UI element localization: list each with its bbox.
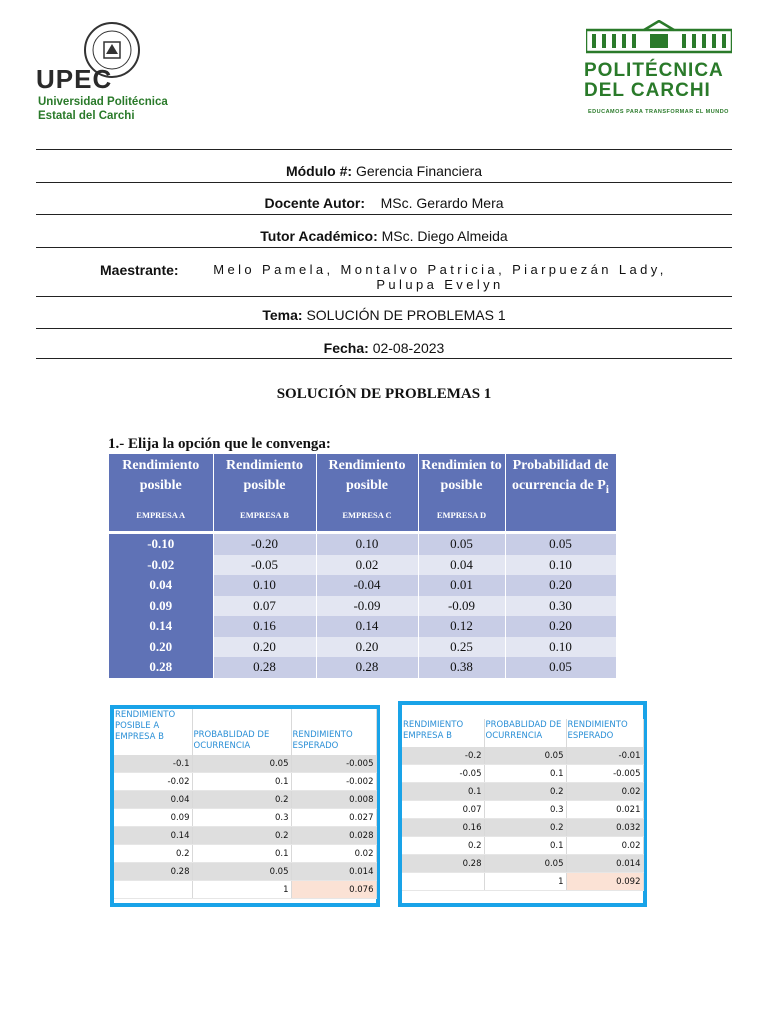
excel-cell: 0.2 — [484, 819, 566, 837]
table-cell: 0.07 — [213, 596, 316, 617]
tutor-value: MSc. Diego Almeida — [381, 228, 508, 244]
modulo-label: Módulo #: — [285, 163, 353, 179]
tema-row — [36, 307, 732, 323]
header-sub: EMPRESA B — [240, 510, 289, 520]
excel-row — [114, 773, 376, 791]
excel-row — [402, 873, 643, 891]
table-cell: 0.20 — [213, 637, 316, 658]
divider — [36, 328, 732, 329]
maestrante-label: Maestrante: — [100, 262, 179, 278]
header-probabilidad: Probabilidad de ocurrencia de $P_i$ — [505, 454, 616, 531]
table-cell: 0.04 — [109, 575, 213, 596]
tutor-row — [36, 228, 732, 244]
table-cell: -0.09 — [418, 596, 505, 617]
excel-cell: 0.05 — [192, 755, 291, 773]
table-cell: 0.05 — [505, 534, 616, 555]
table-cell: 0.10 — [316, 534, 418, 555]
table-cell: 0.01 — [418, 575, 505, 596]
document-title: SOLUCIÓN DE PROBLEMAS 1 — [276, 386, 492, 402]
excel-cell: 0.008 — [291, 791, 376, 809]
table-cell: 0.09 — [109, 596, 213, 617]
table-cell: 0.10 — [505, 555, 616, 576]
excel-row — [402, 855, 643, 873]
excel-header-cell: RENDIMIENTO POSIBLE A EMPRESA B — [114, 709, 192, 755]
table-cell: 0.14 — [109, 616, 213, 637]
excel-cell: 0.2 — [114, 845, 192, 863]
fecha-value: 02-08-2023 — [372, 340, 445, 356]
table-cell: -0.09 — [316, 596, 418, 617]
table-row — [109, 555, 616, 576]
excel-row — [402, 837, 643, 855]
excel-cell: 1 — [192, 881, 291, 899]
excel-cell: 0.014 — [566, 855, 643, 873]
building-icon — [586, 20, 732, 54]
excel-row — [114, 845, 376, 863]
fecha-label: Fecha: — [323, 340, 369, 356]
excel-cell: -0.01 — [566, 747, 643, 765]
tema-value: SOLUCIÓN DE PROBLEMAS 1 — [306, 307, 506, 323]
table-cell: 0.20 — [505, 616, 616, 637]
excel-cell: -0.002 — [291, 773, 376, 791]
excel-cell: 0.2 — [192, 791, 291, 809]
excel-row — [114, 791, 376, 809]
header-sub: EMPRESA D — [436, 510, 487, 520]
excel-row — [114, 863, 376, 881]
table-cell: 0.10 — [213, 575, 316, 596]
excel-cell: -0.005 — [566, 765, 643, 783]
politecnica-title-line2: DEL CARCHI — [584, 80, 711, 101]
excel-cell: 0.28 — [402, 855, 484, 873]
table-row — [109, 637, 616, 658]
table-cell: 0.20 — [505, 575, 616, 596]
politecnica-tagline: EDUCAMOS PARA TRANSFORMAR EL MUNDO — [588, 109, 729, 115]
excel-cell: 0.3 — [192, 809, 291, 827]
table-cell: 0.14 — [316, 616, 418, 637]
excel-cell: -0.2 — [402, 747, 484, 765]
excel-row — [114, 755, 376, 773]
excel-cell: 0.05 — [484, 747, 566, 765]
excel-cell: 0.07 — [402, 801, 484, 819]
excel-cell: 0.02 — [566, 837, 643, 855]
table-cell: 0.04 — [418, 555, 505, 576]
modulo-row — [36, 163, 732, 179]
table-cell: -0.02 — [109, 555, 213, 576]
excel-table-left — [110, 705, 380, 907]
excel-header-cell: RENDIMIENTO EMPRESA B — [402, 719, 484, 747]
upec-name-line2: Estatal del Carchi — [38, 110, 135, 122]
excel-header-row — [402, 719, 643, 747]
excel-row — [402, 783, 643, 801]
tutor-label: Tutor Académico: — [260, 228, 378, 244]
excel-header-cell: RENDIMIENTO ESPERADO — [566, 719, 643, 747]
excel-row — [402, 819, 643, 837]
excel-cell: 0.027 — [291, 809, 376, 827]
politecnica-title-line1: POLITÉCNICA — [584, 60, 724, 81]
tema-label: Tema: — [262, 307, 303, 323]
excel-header-cell: RENDIMIENTO ESPERADO — [291, 709, 376, 755]
excel-cell: 0.1 — [402, 783, 484, 801]
divider — [36, 358, 732, 359]
excel-row — [114, 827, 376, 845]
header-empresa-b: Rendimiento posible EMPRESA B — [213, 454, 316, 531]
excel-row — [114, 881, 376, 899]
expected-return-table-b — [402, 719, 644, 891]
table-cell: -0.20 — [213, 534, 316, 555]
table-cell: 0.05 — [505, 657, 616, 678]
excel-cell: 0.014 — [291, 863, 376, 881]
maestrante-value: Melo Pamela, Montalvo Patricia, Piarpuezán Lady, Pulupa Evelyn — [213, 262, 667, 292]
excel-row — [402, 801, 643, 819]
header-sub: EMPRESA C — [342, 510, 392, 520]
table-row — [109, 616, 616, 637]
excel-cell: 0.16 — [402, 819, 484, 837]
docente-label: Docente Autor: — [264, 195, 366, 211]
upec-name-line1: Universidad Politécnica — [38, 96, 168, 108]
table-row — [109, 534, 616, 555]
upec-logo — [36, 20, 176, 130]
excel-cell: -0.1 — [114, 755, 192, 773]
table-cell: 0.16 — [213, 616, 316, 637]
divider — [36, 247, 732, 248]
excel-cell: 1 — [484, 873, 566, 891]
table-cell: 0.25 — [418, 637, 505, 658]
docente-row — [36, 195, 732, 211]
excel-cell: 0.092 — [566, 873, 643, 891]
fecha-row — [36, 340, 732, 356]
excel-cell — [402, 873, 484, 891]
table-cell: 0.12 — [418, 616, 505, 637]
excel-cell: 0.02 — [291, 845, 376, 863]
excel-cell: 0.2 — [402, 837, 484, 855]
header-sub: EMPRESA A — [136, 510, 186, 520]
table-cell: 0.10 — [505, 637, 616, 658]
excel-cell: 0.032 — [566, 819, 643, 837]
table-cell: 0.38 — [418, 657, 505, 678]
excel-cell: 0.1 — [192, 845, 291, 863]
excel-cell — [114, 881, 192, 899]
excel-cell: 0.28 — [114, 863, 192, 881]
excel-row — [402, 747, 643, 765]
table-row — [109, 596, 616, 617]
header-empresa-a: Rendimiento posible EMPRESA A — [109, 454, 213, 531]
excel-cell: 0.09 — [114, 809, 192, 827]
divider — [36, 149, 732, 150]
docente-value: MSc. Gerardo Mera — [380, 195, 504, 211]
excel-cell: 0.1 — [484, 837, 566, 855]
divider — [36, 214, 732, 215]
table-row — [109, 657, 616, 678]
excel-header-cell: PROBABLIDAD DE OCURRENCIA — [192, 709, 291, 755]
excel-cell: 0.1 — [484, 765, 566, 783]
excel-cell: 0.028 — [291, 827, 376, 845]
table-cell: 0.28 — [109, 657, 213, 678]
excel-table-right — [398, 701, 647, 907]
table-cell: 0.20 — [316, 637, 418, 658]
divider — [36, 182, 732, 183]
header-empresa-c: Rendimiento posible EMPRESA C — [316, 454, 418, 531]
table-cell: 0.05 — [418, 534, 505, 555]
table-cell: 0.30 — [505, 596, 616, 617]
excel-header-cell: PROBABLIDAD DE OCURRENCIA — [484, 719, 566, 747]
excel-cell: -0.02 — [114, 773, 192, 791]
header-empresa-d: Rendimien to posible EMPRESA D — [418, 454, 505, 531]
excel-cell: -0.05 — [402, 765, 484, 783]
excel-row — [114, 809, 376, 827]
excel-cell: 0.3 — [484, 801, 566, 819]
excel-cell: 0.021 — [566, 801, 643, 819]
excel-cell: 0.2 — [192, 827, 291, 845]
excel-cell: 0.14 — [114, 827, 192, 845]
modulo-value: Gerencia Financiera — [355, 163, 483, 179]
expected-return-table-a — [114, 709, 377, 899]
politecnica-logo — [584, 20, 734, 120]
table-cell: -0.10 — [109, 534, 213, 555]
excel-header-row — [114, 709, 376, 755]
upec-wordmark: UPEC — [36, 64, 113, 94]
excel-cell: 0.04 — [114, 791, 192, 809]
excel-cell: 0.05 — [484, 855, 566, 873]
excel-cell: -0.005 — [291, 755, 376, 773]
table-cell: 0.28 — [213, 657, 316, 678]
table-cell: -0.04 — [316, 575, 418, 596]
excel-cell: 0.076 — [291, 881, 376, 899]
divider — [36, 296, 732, 297]
excel-cell: 0.2 — [484, 783, 566, 801]
table-cell: 0.20 — [109, 637, 213, 658]
question-1: 1.- Elija la opción que le convenga: — [108, 436, 331, 452]
table-cell: 0.28 — [316, 657, 418, 678]
table-header-row — [109, 454, 616, 531]
table-cell: 0.02 — [316, 555, 418, 576]
excel-cell: 0.1 — [192, 773, 291, 791]
excel-cell: 0.05 — [192, 863, 291, 881]
excel-row — [402, 765, 643, 783]
table-cell: -0.05 — [213, 555, 316, 576]
table-row — [109, 575, 616, 596]
returns-table — [109, 454, 617, 678]
excel-cell: 0.02 — [566, 783, 643, 801]
